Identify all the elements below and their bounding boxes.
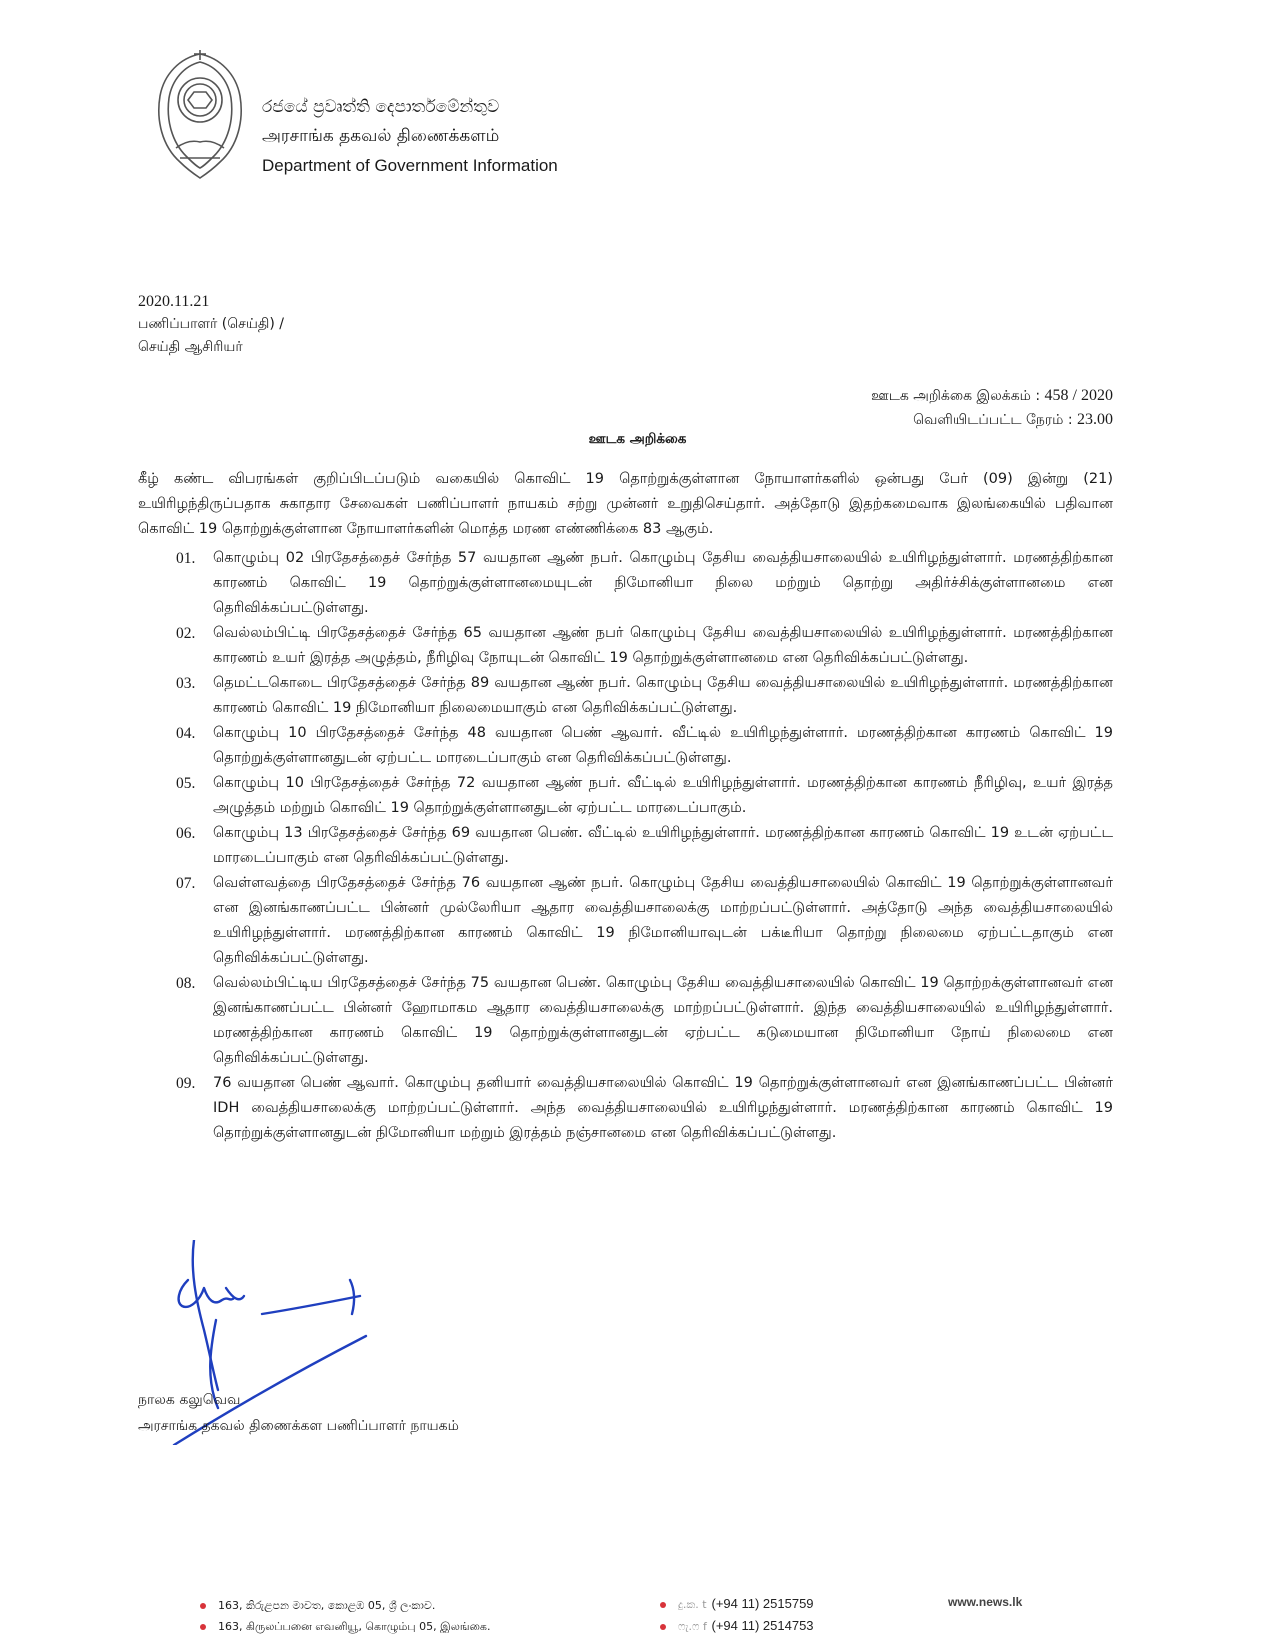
intro-paragraph: கீழ் கண்ட விபரங்கள் குறிப்பிடப்படும் வகையில் கொவிட் 19 தொற்றுக்குள்ளான நோயாளர்களில் ஒன்பது பேர் (09) இன்று (21) உயிரிழந்திருப்பதாக சுகாதார சேவைகள் பணிப்பாளர் நாயகம் சற்று முன்னர் உறுதிசெய்தார். அத்தோடு இதற்கமைவாக இலங்கையில் பதிவான கொவிட் 19 தொற்றுக்குள்ளான நோயாளர்களின் மொத்த மரண எண்ணிக்கை 83 ஆகும்.: [138, 471, 1113, 537]
bullet-icon: [200, 1624, 206, 1630]
footer-address: [200, 1595, 490, 1637]
reference-number-row: [871, 384, 1113, 408]
department-name-english: Department of Government Information: [262, 156, 558, 175]
list-item: [138, 1071, 1113, 1146]
letterhead-footer: [0, 1593, 1275, 1650]
release-time-label: வெளியிடப்பட்ட நேரம் :: [913, 412, 1073, 428]
document-body: [138, 467, 1113, 1146]
website-link[interactable]: www.news.lk: [948, 1595, 1023, 1609]
reference-block: [871, 384, 1113, 432]
item-text: கொழும்பு 13 பிரதேசத்தைச் சேர்ந்த 69 வயதான பெண். வீட்டில் உயிரிழந்துள்ளார். மரணத்திற்கான காரணம் கொவிட் 19 உடன் ஏற்பட்ட மாரடைப்பாகும் என தெரிவிக்கப்பட்டுள்ளது.: [213, 825, 1113, 866]
list-item: [138, 871, 1113, 971]
item-number: 04.: [176, 725, 196, 742]
bullet-icon: [200, 1603, 206, 1609]
signer-title: அரசாங்க தகவல் திணைக்கள பணிப்பாளர் நாயகம்: [138, 1418, 459, 1434]
reference-number-value: 458 / 2020: [1044, 387, 1113, 404]
item-number: 07.: [176, 875, 196, 892]
phone-number: (+94 11) 2515759: [711, 1596, 814, 1611]
item-number: 02.: [176, 625, 196, 642]
reference-number-label: ஊடக அறிக்கை இலக்கம் :: [871, 388, 1041, 404]
item-number: 01.: [176, 550, 196, 567]
list-item: [138, 671, 1113, 721]
recipient-line-1: பணிப்பாளர் (செய்தி) /: [138, 316, 285, 332]
release-time-value: 23.00: [1077, 411, 1113, 428]
signer-name: நாலக கலுவெவ: [138, 1392, 241, 1408]
government-emblem-icon: [150, 50, 250, 182]
address-tamil: 163, கிருலப்பனை எவனியூ, கொழும்பு 05, இலங்கை.: [218, 1620, 491, 1633]
signer-block: [138, 1387, 459, 1439]
item-text: தெமட்டகொடை பிரதேசத்தைச் சேர்ந்த 89 வயதான ஆண் நபர். கொழும்பு தேசிய வைத்தியசாலையில் உயிரிழந்துள்ளார். மரணத்திற்கான காரணம் கொவிட் 19 நிமோனியா நிலைமையாகும் என தெரிவிக்கப்பட்டுள்ளது.: [213, 675, 1113, 716]
item-number: 06.: [176, 825, 196, 842]
list-item: [138, 721, 1113, 771]
fax-label: ෆැ.ෆ f: [678, 1620, 707, 1633]
release-date: 2020.11.21: [138, 293, 210, 310]
item-number: 03.: [176, 675, 196, 692]
list-item: [138, 971, 1113, 1071]
death-list: [138, 546, 1113, 1146]
address-sinhala: 163, කිරුළපන මාවත, කොළඹ 05, ශ්‍රී ලංකාව.: [218, 1599, 436, 1612]
item-text: 76 வயதான பெண் ஆவார். கொழும்பு தனியார் வைத்தியசாலையில் கொவிட் 19 தொற்றுக்குள்ளானவர் என இனங்காணப்பட்ட பின்னர் IDH வைத்தியசாலைக்கு மாற்றப்பட்டுள்ளார். அந்த வைத்தியசாலையில் உயிரிழந்துள்ளார். மரணத்திற்கான காரணம் கொவிட் 19 தொற்றுக்குள்ளானதுடன் நிமோனியா மற்றும் இரத்தம் நஞ்சானமை என தெரிவிக்கப்பட்டுள்ளது.: [213, 1075, 1113, 1141]
bullet-icon: [660, 1624, 666, 1630]
item-number: 09.: [176, 1075, 196, 1092]
item-text: வெல்லம்பிட்டிய பிரதேசத்தைச் சேர்ந்த 75 வயதான பெண். கொழும்பு தேசிய வைத்தியசாலையில் கொவிட் 19 தொற்றக்குள்ளானவர் என இனங்காணப்பட்ட பின்னர் ஹோமாகம ஆதார வைத்தியசாலைக்கு மாற்றப்பட்டுள்ளார். இந்த வைத்தியசாலையில் உயிரிழந்துள்ளார். மரணத்திற்கான காரணம் கொவிட் 19 தொற்றுக்குள்ளானதுடன் ஏற்பட்ட கடுமையான நிமோனியா நோய் நிலைமை என தெரிவிக்கப்பட்டுள்ளது.: [213, 975, 1113, 1066]
fax-number: (+94 11) 2514753: [711, 1618, 814, 1633]
footer-contact: [660, 1593, 814, 1637]
document-heading: ஊடக அறிக்கை: [588, 431, 687, 447]
item-text: கொழும்பு 10 பிரதேசத்தைச் சேர்ந்த 48 வயதான பெண் ஆவார். வீட்டில் உயிரிழந்துள்ளார். மரணத்திற்கான காரணம் கொவிட் 19 தொற்றுக்குள்ளானதுடன் ஏற்பட்ட மாரடைப்பாகும் என தெரிவிக்கப்பட்டுள்ளது.: [213, 725, 1113, 766]
phone-label: දු.ක. t: [678, 1598, 707, 1611]
item-number: 05.: [176, 775, 196, 792]
item-number: 08.: [176, 975, 196, 992]
bullet-icon: [660, 1602, 666, 1608]
department-name-tamil: அரசாங்க தகவல் திணைக்களம்: [262, 126, 500, 146]
department-name-sinhala: රජයේ ප්‍රවෘත්ති දෙපාර්තමේන්තුව: [262, 97, 500, 117]
release-time-row: [871, 408, 1113, 432]
list-item: [138, 821, 1113, 871]
list-item: [138, 621, 1113, 671]
list-item: [138, 771, 1113, 821]
meta-block: [138, 290, 284, 359]
recipient-line-2: செய்தி ஆசிரியர்: [138, 339, 243, 355]
item-text: வெல்லம்பிட்டி பிரதேசத்தைச் சேர்ந்த 65 வயதான ஆண் நபர் கொழும்பு தேசிய வைத்தியசாலையில் உயிரிழந்துள்ளார். மரணத்திற்கான காரணம் உயர் இரத்த அழுத்தம், நீரிழிவு நோயுடன் கொவிட் 19 தொற்றுக்குள்ளானமை என தெரிவிக்கப்பட்டுள்ளது.: [213, 625, 1113, 666]
item-text: கொழும்பு 02 பிரதேசத்தைச் சேர்ந்த 57 வயதான ஆண் நபர். கொழும்பு தேசிய வைத்தியசாலையில் உயிரிழந்துள்ளார். மரணத்திற்கான காரணம் கொவிட் 19 தொற்றுக்குள்ளானமையுடன் நிமோனியா நிலை மற்றும் தொற்று அதிர்ச்சிக்குள்ளானமை என தெரிவிக்கப்பட்டுள்ளது.: [213, 550, 1113, 616]
list-item: [138, 546, 1113, 621]
item-text: கொழும்பு 10 பிரதேசத்தைச் சேர்ந்த 72 வயதான ஆண் நபர். வீட்டில் உயிரிழந்துள்ளார். மரணத்திற்கான காரணம் நீரிழிவு, உயர் இரத்த அழுத்தம் மற்றும் கொவிட் 19 தொற்றுக்குள்ளானதுடன் ஏற்பட்ட மாரடைப்பாகும்.: [213, 775, 1113, 816]
letterhead: [262, 93, 558, 180]
item-text: வெள்ளவத்தை பிரதேசத்தைச் சேர்ந்த 76 வயதான ஆண் நபர். கொழும்பு தேசிய வைத்தியசாலையில் கொவிட் 19 தொற்றுக்குள்ளானவர் என இனங்காணப்பட்ட பின்னர் முல்லேரியா ஆதார வைத்தியசாலைக்கு மாற்றப்பட்டுள்ளார். அத்தோடு அந்த வைத்தியசாலையில் உயிரிழந்துள்ளார். மரணத்திற்கான காரணம் கொவிட் 19 நிமோனியாவுடன் பக்டீரியா தொற்று நிலைமை ஏற்பட்டதாகும் என தெரிவிக்கப்பட்டுள்ளது.: [213, 875, 1113, 966]
